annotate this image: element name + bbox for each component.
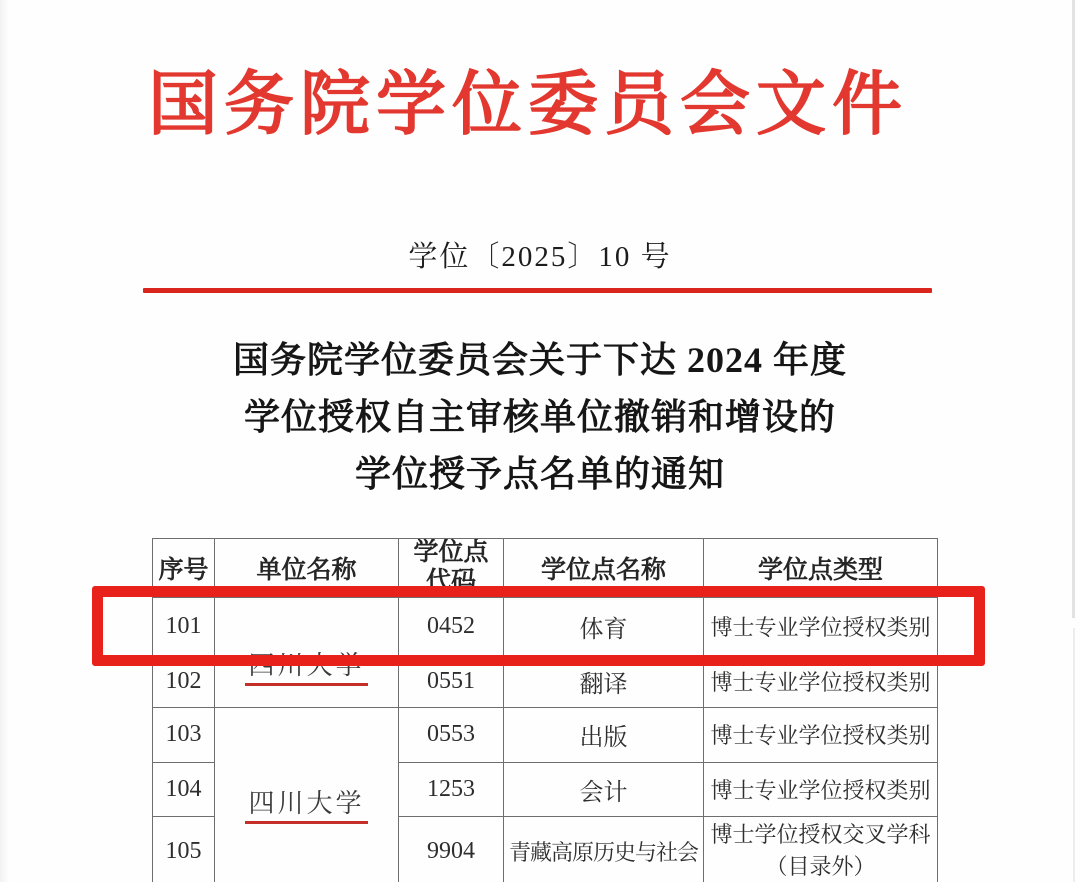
table-row-103	[153, 707, 938, 762]
cell-name-103: 出版	[504, 707, 704, 762]
degree-points-table	[152, 538, 938, 882]
cell-code-103: 0553	[399, 707, 504, 762]
cell-unit-101-102	[215, 597, 399, 707]
cell-code-102: 0551	[399, 655, 504, 707]
notice-title-line-3: 学位授予点名单的通知	[354, 454, 725, 494]
scan-edge-right	[1072, 0, 1075, 618]
cell-name-101: 体育	[504, 597, 704, 655]
cell-no-104: 104	[153, 762, 215, 816]
cell-no-101: 101	[153, 597, 215, 655]
document-number: 学位〔2025〕10 号	[408, 241, 672, 273]
cell-name-105: 青藏高原历史与社会	[504, 816, 704, 882]
cell-type-101: 博士专业学位授权类别	[704, 597, 938, 655]
header-cell-type: 学位点类型	[704, 539, 938, 598]
table-header-row	[153, 539, 938, 598]
cell-type-105	[704, 816, 938, 882]
cell-no-105: 105	[153, 816, 215, 882]
cell-type-104: 博士专业学位授权类别	[704, 762, 938, 816]
unit-name-underlined: 四川大学	[245, 783, 367, 824]
notice-title	[0, 332, 1080, 503]
cell-name-102: 翻译	[504, 655, 704, 707]
table-row-101	[153, 597, 938, 655]
cell-type-103: 博士专业学位授权类别	[704, 707, 938, 762]
cell-unit-103-105	[215, 707, 399, 882]
header-cell-code	[399, 539, 504, 598]
header-cell-code-text: 学位点代码	[413, 539, 489, 595]
red-divider-rule	[143, 288, 932, 293]
document-header-title: 国务院学位委员会文件	[148, 67, 908, 144]
cell-code-101: 0452	[399, 597, 504, 655]
cell-name-104: 会计	[504, 762, 704, 816]
cell-no-103: 103	[153, 707, 215, 762]
cell-type-102: 博士专业学位授权类别	[704, 655, 938, 707]
cell-no-102: 102	[153, 655, 215, 707]
cell-code-104: 1253	[399, 762, 504, 816]
notice-title-line-1: 国务院学位委员会关于下达 2024 年度	[232, 340, 847, 380]
header-cell-unit: 单位名称	[215, 539, 399, 598]
cell-type-105-line2: （目录外）	[765, 854, 876, 879]
header-cell-name: 学位点名称	[504, 539, 704, 598]
cell-code-105: 9904	[399, 816, 504, 882]
unit-name-underlined: 四川大学	[245, 645, 367, 686]
cell-type-105-line1: 博士学位授权交叉学科	[710, 822, 931, 848]
notice-title-line-2: 学位授权自主审核单位撤销和增设的	[243, 397, 836, 437]
scan-edge-right-lower	[1073, 628, 1075, 882]
header-cell-no: 序号	[153, 539, 215, 598]
